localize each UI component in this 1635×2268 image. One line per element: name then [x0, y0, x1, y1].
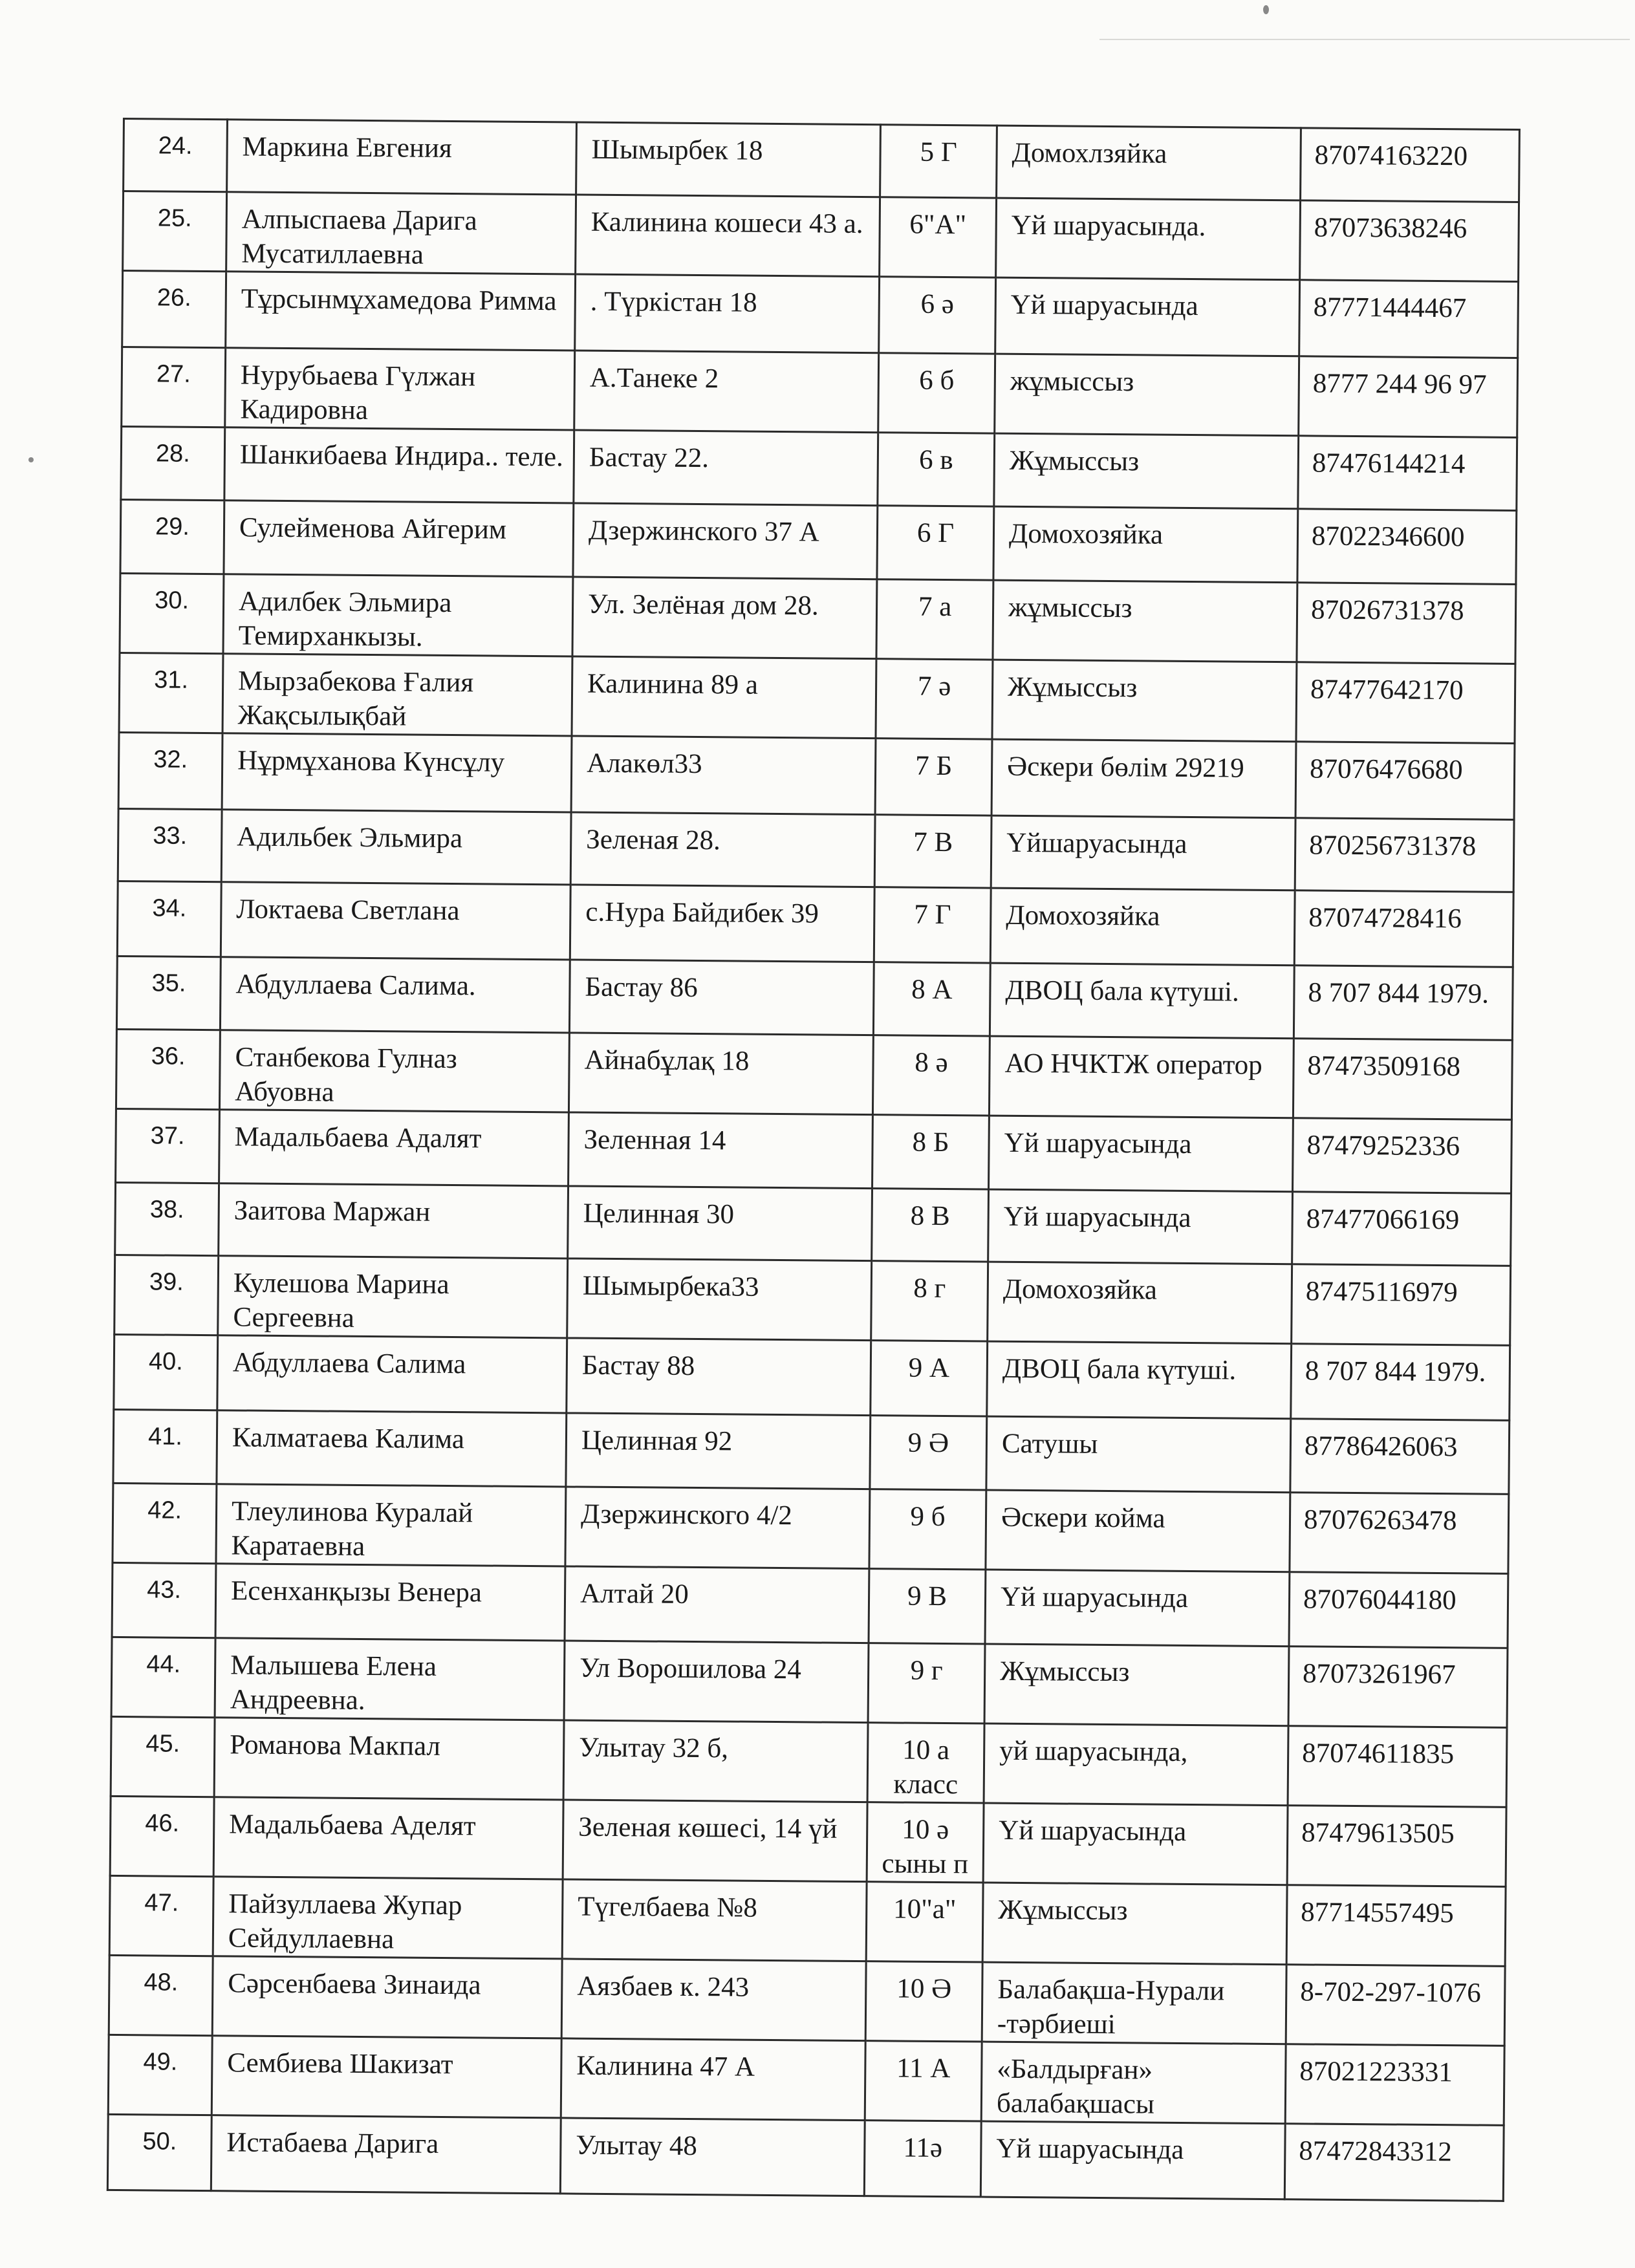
phone-number-cell: 87475116979 [1292, 1264, 1511, 1346]
row-number-cell: 31. [119, 653, 223, 733]
occupation-cell: Үй шаруасында [985, 1570, 1290, 1647]
table-row [113, 1409, 1510, 1494]
phone-number-cell: 87022346600 [1297, 509, 1517, 585]
occupation-cell: Жұмыссыз [984, 1644, 1289, 1726]
parent-name-cell: Мадальбаева Адалят [219, 1110, 569, 1186]
class-name-cell: 10 а класс [867, 1723, 984, 1803]
parent-name-cell: Есенханқызы Венера [215, 1564, 565, 1641]
table-row [109, 1955, 1505, 2046]
phone-number-cell: 87074163220 [1301, 128, 1520, 202]
address-cell: Калинина 89 а [572, 656, 876, 739]
class-name-cell: 10 ә сыны п [867, 1802, 984, 1883]
occupation-cell: Әскери бөлім 29219 [991, 739, 1296, 818]
address-cell: Бастау 88 [567, 1338, 871, 1416]
row-number-cell: 28. [121, 426, 225, 500]
address-cell: Шымырбека33 [567, 1258, 872, 1341]
table-row [107, 2114, 1504, 2201]
phone-number-cell: 87074728416 [1294, 891, 1513, 967]
occupation-cell: Домохозяйка [990, 888, 1295, 966]
table-row [116, 1108, 1512, 1193]
occupation-cell: жұмыссыз [995, 354, 1299, 436]
row-number-cell: 24. [124, 119, 228, 192]
address-cell: Шымырбек 18 [576, 122, 881, 197]
row-number-cell: 26. [122, 271, 226, 348]
address-cell: Зеленая 28. [570, 812, 875, 887]
occupation-cell: уй шаруасында, [984, 1723, 1288, 1806]
class-name-cell: 9 Ә [870, 1416, 987, 1490]
row-number-cell: 43. [112, 1562, 216, 1637]
row-number-cell: 42. [113, 1483, 217, 1563]
class-name-cell: 11ә [864, 2121, 981, 2197]
address-cell: Бастау 86 [569, 960, 874, 1035]
parent-name-cell: Абдуллаева Салима [217, 1335, 567, 1413]
occupation-cell: «Балдырған» балабақшасы [981, 2042, 1286, 2124]
parent-name-cell: Калматаева Калима [217, 1410, 567, 1487]
row-number-cell: 37. [116, 1108, 220, 1183]
class-name-cell: 6 в [878, 433, 995, 506]
phone-number-cell: 8 707 844 1979. [1294, 966, 1513, 1041]
occupation-cell: Үй шаруасында [988, 1189, 1293, 1264]
row-number-cell: 45. [111, 1716, 215, 1797]
table-row [114, 1255, 1511, 1345]
address-cell: Зеленная 14 [568, 1112, 873, 1189]
address-cell: с.Нура Байдибек 39 [570, 885, 874, 962]
class-name-cell: 7 Б [875, 739, 992, 815]
row-number-cell: 46. [110, 1796, 214, 1876]
phone-number-cell: 87021223331 [1285, 2044, 1504, 2126]
parent-name-cell: Тұрсынмұхамедова Римма [226, 272, 576, 351]
row-number-cell: 25. [123, 191, 227, 272]
parent-name-cell: Малышева Елена Андреевна. [215, 1638, 565, 1720]
row-number-cell: 49. [108, 2035, 212, 2115]
occupation-cell: Домохозяйка [993, 506, 1298, 583]
phone-number-cell: 87076263478 [1290, 1493, 1509, 1574]
phone-number-cell: 8-702-297-1076 [1286, 1965, 1505, 2046]
row-number-cell: 48. [109, 1955, 213, 2035]
address-cell: Түгелбаева №8 [562, 1879, 867, 1961]
address-cell: Ул. Зелёная дом 28. [572, 577, 877, 659]
table-row [109, 1875, 1506, 1966]
phone-number-cell: 870256731378 [1295, 818, 1514, 892]
occupation-cell: АО НЧКТЖ оператор [989, 1036, 1294, 1118]
phone-number-cell: 87479252336 [1293, 1118, 1512, 1194]
parent-name-cell: Мырзабекова Ғалия Жақсылықбай [222, 654, 572, 736]
phone-number-cell: 87479613505 [1287, 1806, 1506, 1887]
address-cell: Целинная 30 [568, 1186, 872, 1261]
parent-name-cell: Сембиева Шакизат [211, 2036, 561, 2118]
class-name-cell: 8 г [871, 1261, 988, 1341]
parent-name-cell: Кулешова Марина Сергеевна [218, 1256, 568, 1338]
table-row [111, 1716, 1507, 1807]
row-number-cell: 36. [116, 1029, 220, 1109]
phone-number-cell: 8 707 844 1979. [1291, 1344, 1510, 1421]
parent-name-cell: Тлеулинова Куралай Каратаевна [216, 1484, 566, 1566]
phone-number-cell: 87026731378 [1297, 583, 1516, 664]
address-cell: Дзержинского 37 А [573, 503, 878, 579]
table-row [118, 732, 1515, 819]
occupation-cell: Үйшаруасында [991, 815, 1295, 891]
table-row [113, 1483, 1509, 1573]
class-name-cell: 6 ә [879, 277, 996, 354]
address-cell: Калинина кошеси 43 а. [576, 195, 880, 277]
table-row [121, 426, 1517, 510]
phone-number-cell: 87074611835 [1288, 1726, 1507, 1808]
table-row [118, 808, 1514, 892]
class-name-cell: 10 Ә [865, 1961, 982, 2042]
parent-name-cell: Адильбек Эльмира [221, 810, 571, 885]
table-row [122, 271, 1519, 358]
row-number-cell: 50. [107, 2114, 211, 2190]
class-name-cell: 6 Г [877, 506, 994, 580]
address-cell: А.Танеке 2 [574, 351, 879, 433]
table-body [107, 119, 1519, 2201]
row-number-cell: 33. [118, 808, 222, 881]
parent-name-cell: Маркина Евгения [227, 120, 577, 195]
parent-name-cell: Локтаева Светлана [221, 882, 570, 960]
class-name-cell: 7 В [874, 815, 991, 888]
occupation-cell: ДВОЦ бала күтуші. [987, 1341, 1292, 1419]
address-cell: Айнабұлақ 18 [568, 1033, 873, 1115]
phone-number-cell: 87476144214 [1298, 436, 1517, 511]
row-number-cell: 38. [115, 1182, 219, 1255]
address-cell: Дзержинского 4/2 [565, 1487, 870, 1569]
scan-dust-mark [1263, 5, 1269, 14]
scan-dust-mark [28, 457, 34, 462]
occupation-cell: Әскери койма [986, 1490, 1290, 1572]
occupation-cell: Жұмыссыз [992, 660, 1297, 742]
phone-number-cell: 87477066169 [1292, 1192, 1511, 1266]
table-row [114, 1334, 1510, 1420]
row-number-cell: 29. [120, 499, 224, 574]
class-name-cell: 10"а" [866, 1882, 983, 1962]
phone-number-cell: 87073261967 [1288, 1647, 1508, 1728]
occupation-cell: Жұмыссыз [982, 1883, 1287, 1965]
parent-name-cell: Абдуллаева Салима. [220, 957, 570, 1033]
phone-number-cell: 87771444467 [1299, 280, 1519, 358]
address-cell: Бастау 22. [574, 430, 878, 506]
table-row [124, 119, 1520, 202]
parent-name-cell: Истабаева Дарига [211, 2115, 561, 2194]
class-name-cell: 8 Б [872, 1115, 990, 1189]
address-cell: Калинина 47 А [561, 2038, 865, 2121]
occupation-cell: ДВОЦ бала күтуші. [990, 963, 1294, 1039]
class-name-cell: 5 Г [880, 125, 997, 198]
occupation-cell: Балабақша-Нурали -тәрбиеші [982, 1962, 1286, 2044]
occupation-cell: Домохозяйка [988, 1262, 1292, 1344]
class-name-cell: 8 В [872, 1189, 989, 1262]
phone-number-cell: 87786426063 [1290, 1419, 1510, 1495]
class-name-cell: 7 Г [874, 887, 991, 963]
occupation-cell: Үй шаруасында. [996, 198, 1301, 280]
row-number-cell: 44. [111, 1637, 215, 1717]
parent-name-cell: Сулейменова Айгерим [224, 501, 574, 577]
row-number-cell: 40. [114, 1334, 218, 1410]
phone-number-cell: 8777 244 96 97 [1299, 356, 1518, 438]
class-name-cell: 11 А [865, 2041, 982, 2121]
table-row [112, 1562, 1508, 1648]
address-cell: Целинная 92 [566, 1413, 871, 1489]
class-name-cell: 9 г [868, 1643, 985, 1723]
occupation-cell: Сатушы [986, 1416, 1291, 1493]
address-cell: Улытау 48 [560, 2118, 865, 2196]
row-number-cell: 41. [113, 1409, 217, 1484]
table-row [117, 881, 1513, 967]
address-cell: Аязбаев к. 243 [561, 1959, 866, 2041]
table-row [115, 1182, 1511, 1266]
occupation-cell: Домохлзяйка [997, 125, 1301, 200]
parent-name-cell: Шанкибаева Индира.. теле. [224, 427, 574, 503]
class-name-cell: 6"А" [880, 197, 997, 277]
parent-name-cell: Нурубьаева Гүлжан Кадировна [225, 348, 575, 430]
table-row [120, 499, 1517, 584]
row-number-cell: 27. [122, 347, 226, 427]
table-row [116, 956, 1513, 1040]
class-name-cell: 7 ә [876, 659, 993, 739]
phone-number-cell: 87714557495 [1286, 1885, 1506, 1967]
parent-name-cell: Заитова Маржан [219, 1183, 568, 1258]
occupation-cell: жұмыссыз [993, 580, 1297, 662]
parent-name-cell: Пайзуллаева Жупар Сейдуллаевна [213, 1877, 563, 1959]
table-row [108, 2035, 1504, 2125]
row-number-cell: 35. [116, 956, 221, 1030]
parent-name-cell: Мадальбаева Аделят [213, 1797, 563, 1879]
phone-number-cell: 87073638246 [1300, 200, 1519, 282]
occupation-cell: Үй шаруасында [989, 1116, 1294, 1192]
table-row [120, 573, 1516, 664]
class-name-cell: 9 б [869, 1489, 986, 1570]
address-cell: Алтай 20 [565, 1566, 869, 1643]
row-number-cell: 30. [120, 573, 224, 653]
scan-edge-line [1099, 39, 1630, 40]
address-cell: Улытау 32 б, [563, 1720, 868, 1802]
parents-contact-table [107, 118, 1521, 2202]
occupation-cell: Үй шаруасында [980, 2121, 1285, 2199]
row-number-cell: 34. [117, 881, 221, 956]
address-cell: Алакөл33 [571, 736, 876, 815]
parent-name-cell: Романова Макпал [214, 1718, 564, 1800]
table-row [119, 653, 1515, 743]
parent-name-cell: Сәрсенбаева Зинаида [212, 1956, 562, 2038]
phone-number-cell: 87076476680 [1295, 742, 1515, 820]
table-row [122, 347, 1518, 438]
table-row [111, 1637, 1508, 1727]
address-cell: Зеленая көшесі, 14 үй [563, 1800, 867, 1882]
address-cell: . Түркістан 18 [575, 274, 880, 353]
class-name-cell: 8 ә [872, 1035, 990, 1116]
table-row [110, 1796, 1506, 1886]
phone-number-cell: 87477642170 [1296, 662, 1515, 744]
class-name-cell: 9 В [869, 1569, 986, 1644]
parent-name-cell: Алпыспаева Дарига Мусатиллаевна [226, 192, 576, 274]
class-name-cell: 8 А [873, 962, 990, 1036]
class-name-cell: 7 а [876, 579, 993, 660]
table-row [116, 1029, 1512, 1119]
class-name-cell: 9 А [871, 1341, 988, 1416]
phone-number-cell: 87473509168 [1293, 1039, 1512, 1120]
parent-name-cell: Станбекова Гулназ Абуовна [219, 1030, 569, 1112]
row-number-cell: 39. [114, 1255, 219, 1335]
phone-number-cell: 87472843312 [1284, 2124, 1504, 2201]
occupation-cell: Жұмыссыз [994, 433, 1299, 509]
parent-name-cell: Нұрмұханова Күнсұлу [222, 733, 572, 812]
occupation-cell: Үй шаруасында [995, 277, 1300, 356]
phone-number-cell: 87076044180 [1289, 1572, 1508, 1648]
row-number-cell: 47. [109, 1875, 213, 1956]
occupation-cell: Үй шаруасында [983, 1803, 1288, 1885]
table-row [123, 191, 1519, 282]
address-cell: Ул Ворошилова 24 [564, 1641, 869, 1723]
row-number-cell: 32. [118, 732, 222, 809]
class-name-cell: 6 б [878, 353, 995, 433]
parent-name-cell: Адилбек Эльмира Темирханкызы. [223, 574, 573, 656]
